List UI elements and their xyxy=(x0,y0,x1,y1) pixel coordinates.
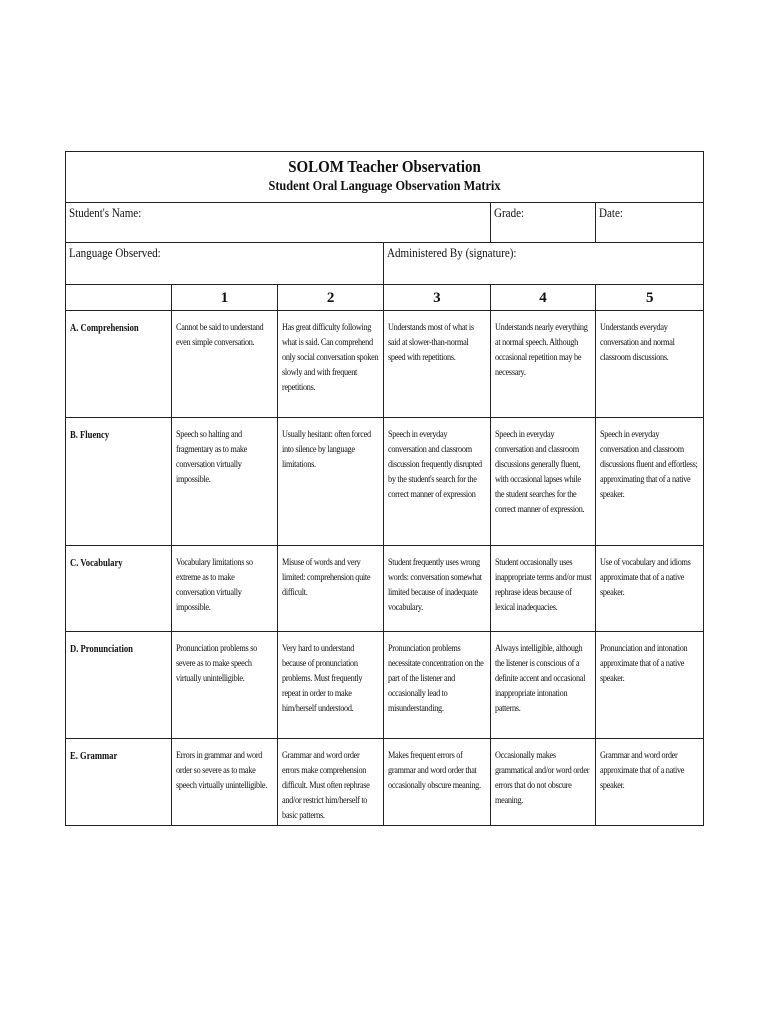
criterion-label: B. Fluency xyxy=(66,418,172,545)
administered-by-field[interactable]: Administered By (signature): xyxy=(387,245,517,260)
descriptor-cell[interactable]: Pronunciation problems necessitate concentration on the part of the listener and occasionally lead to misunderstanding. xyxy=(384,632,491,738)
descriptor-cell[interactable]: Use of vocabulary and idioms approximate that of a native speaker. xyxy=(600,557,691,598)
descriptor-cell[interactable]: Has great difficulty following what is said. Can comprehend only social conversation spoken slowly and with frequent repetitions. xyxy=(278,311,384,417)
level-header-4: 4 xyxy=(491,285,597,310)
descriptor-cell[interactable]: Vocabulary limitations so extreme as to make conversation virtually impossible. xyxy=(172,546,279,631)
level-header-2: 2 xyxy=(278,285,384,310)
descriptor-cell[interactable]: Makes frequent errors of grammar and word order that occasionally obscure meaning. xyxy=(384,739,491,825)
descriptor-cell[interactable]: Speech so halting and fragmentary as to make conversation virtually impossible. xyxy=(172,418,279,545)
criterion-row-vocabulary xyxy=(66,546,703,632)
level-header-row xyxy=(66,285,703,311)
level-header-3: 3 xyxy=(384,285,491,310)
descriptor-cell[interactable]: Pronunciation and intonation approximate that of a native speaker. xyxy=(600,643,688,684)
descriptor-cell[interactable]: Speech in everyday conversation and classroom discussions generally fluent, with occasional lapses while the student searches for the correct manner of expression. xyxy=(491,418,597,545)
descriptor-cell[interactable]: Understands everyday conversation and normal classroom discussions. xyxy=(600,322,676,363)
descriptor-cell[interactable]: Grammar and word order errors make comprehension difficult. Must often rephrase and/or restrict him/herself to basic patterns. xyxy=(278,739,384,825)
grade-field[interactable]: Grade: xyxy=(491,203,597,242)
descriptor-cell[interactable]: Student frequently uses wrong words: conversation somewhat limited because of inadequate vocabulary. xyxy=(384,546,491,631)
descriptor-cell[interactable]: Speech in everyday conversation and classroom discussion frequently disrupted by the student's search for the correct manner of expression xyxy=(384,418,491,545)
language-info-row xyxy=(66,243,703,285)
descriptor-cell[interactable]: Always intelligible, although the listener is conscious of a definite accent and occasional inappropriate intonation patterns. xyxy=(491,632,597,738)
descriptor-cell[interactable]: Understands most of what is said at slower-than-normal speed with repetitions. xyxy=(384,311,491,417)
page-subtitle: Student Oral Language Observation Matrix xyxy=(268,179,501,194)
descriptor-cell[interactable]: Usually hesitant: often forced into silence by language limitations. xyxy=(278,418,384,545)
criterion-label: E. Grammar xyxy=(66,739,172,825)
solom-matrix-sheet xyxy=(65,151,704,826)
language-observed-field[interactable]: Language Observed: xyxy=(66,243,384,284)
student-name-field[interactable]: Student's Name: xyxy=(66,203,491,242)
criterion-label: D. Pronunciation xyxy=(66,632,172,738)
descriptor-cell[interactable]: Grammar and word order approximate that of a native speaker. xyxy=(600,750,685,791)
criterion-row-comprehension xyxy=(66,311,703,418)
date-field[interactable]: Date: xyxy=(599,205,624,220)
level-header-blank xyxy=(66,285,172,310)
descriptor-cell[interactable]: Understands nearly everything at normal speech. Although occasional repetition may be necessary. xyxy=(491,311,597,417)
descriptor-cell[interactable]: Occasionally makes grammatical and/or word order errors that do not obscure meaning. xyxy=(491,739,597,825)
descriptor-cell[interactable]: Misuse of words and very limited: comprehension quite difficult. xyxy=(278,546,384,631)
criterion-label: A. Comprehension xyxy=(66,311,172,417)
criterion-row-fluency xyxy=(66,418,703,546)
descriptor-cell[interactable]: Errors in grammar and word order so severe as to make speech virtually unintelligible. xyxy=(172,739,279,825)
level-header-5: 5 xyxy=(645,290,654,306)
title-block xyxy=(66,152,703,203)
descriptor-cell[interactable]: Student occasionally uses inappropriate terms and/or must rephrase ideas because of lexical inadequacies. xyxy=(491,546,597,631)
criterion-row-pronunciation xyxy=(66,632,703,739)
descriptor-cell[interactable]: Speech in everyday conversation and classroom discussions fluent and effortless; approximating that of a native speaker. xyxy=(600,429,698,500)
student-info-row xyxy=(66,203,703,243)
criterion-label: C. Vocabulary xyxy=(66,546,172,631)
criterion-row-grammar xyxy=(66,739,703,825)
descriptor-cell[interactable]: Cannot be said to understand even simple conversation. xyxy=(172,311,279,417)
descriptor-cell[interactable]: Pronunciation problems so severe as to make speech virtually unintelligible. xyxy=(172,632,279,738)
descriptor-cell[interactable]: Very hard to understand because of pronunciation problems. Must frequently repeat in order to make him/herself understood. xyxy=(278,632,384,738)
level-header-1: 1 xyxy=(172,285,279,310)
page-title: SOLOM Teacher Observation xyxy=(288,157,481,176)
